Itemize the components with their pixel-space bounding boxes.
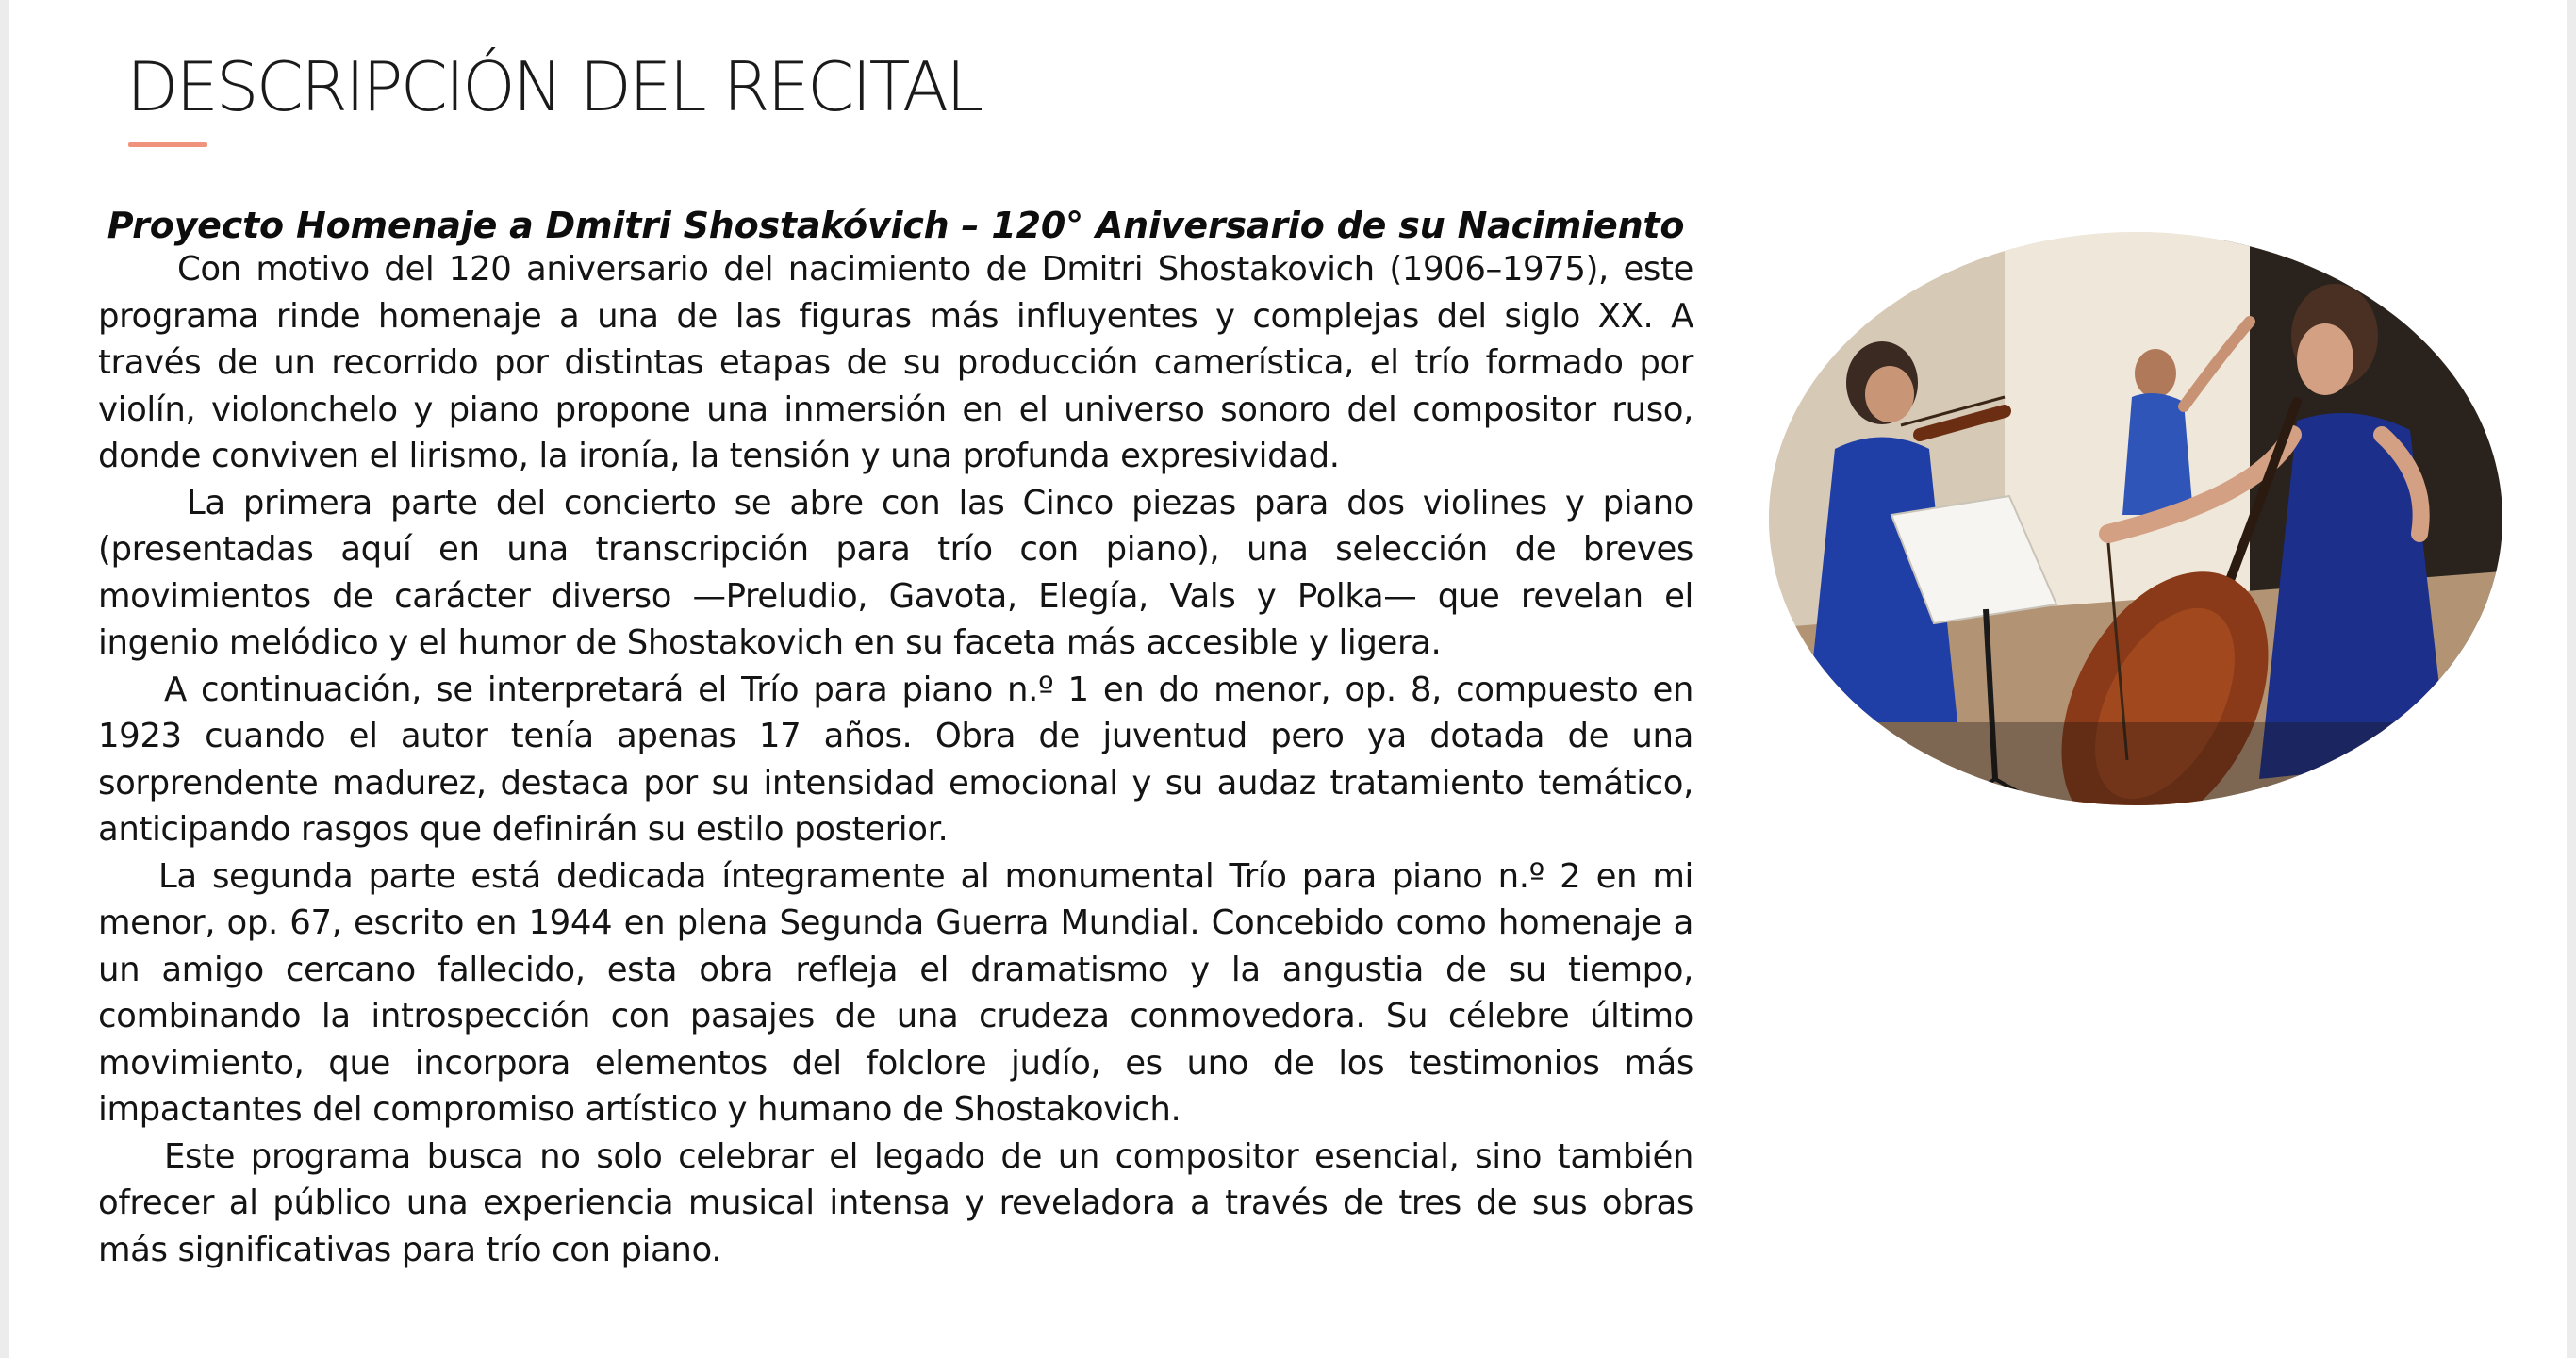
photo-shadow bbox=[1769, 722, 2502, 805]
recital-description bbox=[98, 246, 1693, 1273]
paragraph-first-part: La primera parte del concierto se abre con las Cinco piezas para dos violines y piano (presentadas aquí en una transcripción para trío con piano), una selección de breves movimientos de carácter diverso —Preludio, Gavota, Elegía, Vals y Polka— que revelan el ingenio melódico y el humor de Shostakovich en su faceta más accesible y ligera. bbox=[98, 483, 1693, 662]
pianist-head bbox=[2135, 349, 2176, 398]
music-stand-leg-left bbox=[1953, 779, 1995, 805]
project-heading: Proyecto Homenaje a Dmitri Shostakóvich – 120° Aniversario de su Nacimiento bbox=[107, 205, 1685, 246]
cellist-face bbox=[2297, 323, 2353, 395]
trio-performance-photo bbox=[1769, 232, 2502, 805]
paragraph-closing: Este programa busca no solo celebrar el legado de un compositor esencial, sino también ofrecer al público una experiencia musical intensa y reveladora a través de tres de sus obras más significativas para trío con piano. bbox=[98, 1136, 1693, 1269]
title-underline bbox=[128, 142, 207, 147]
paragraph-intro: Con motivo del 120 aniversario del nacimiento de Dmitri Shostakovich (1906–1975), este programa rinde homenaje a una de las figuras más influyentes y complejas del siglo XX. A través de un recorrido por distintas etapas de su producción camerística, el trío formado por violín, violonchelo y piano propone una inmersión en el universo sonoro del compositor ruso, donde conviven el lirismo, la ironía, la tensión y una profunda expresividad. bbox=[98, 250, 1693, 475]
paragraph-trio-1: A continuación, se interpretará el Trío para piano n.º 1 en do menor, op. 8, compuesto en 1923 cuando el autor tenía apenas 17 años. Obra de juventud pero ya dotada de una sorprendente madurez, destaca por su intensidad emocional y su audaz tratamiento temático, anticipando rasgos que definirán su estilo posterior. bbox=[98, 670, 1693, 849]
page-title: DESCRIPCIÓN DEL RECITAL bbox=[126, 47, 982, 126]
paragraph-second-part: La segunda parte está dedicada íntegramente al monumental Trío para piano n.º 2 en mi menor, op. 67, escrito en 1944 en plena Segunda Guerra Mundial. Concebido como homenaje a un amigo cercano fallecido, esta obra refleja el dramatismo y la angustia de su tiempo, combinando la introspección con pasajes de una crudeza conmovedora. Su célebre último movimiento, que incorpora elementos del folclore judío, es uno de los testimonios más impactantes del compromiso artístico y humano de Shostakovich. bbox=[98, 856, 1693, 1129]
photo-illustration bbox=[1769, 232, 2502, 805]
violinist-face bbox=[1865, 366, 1914, 422]
